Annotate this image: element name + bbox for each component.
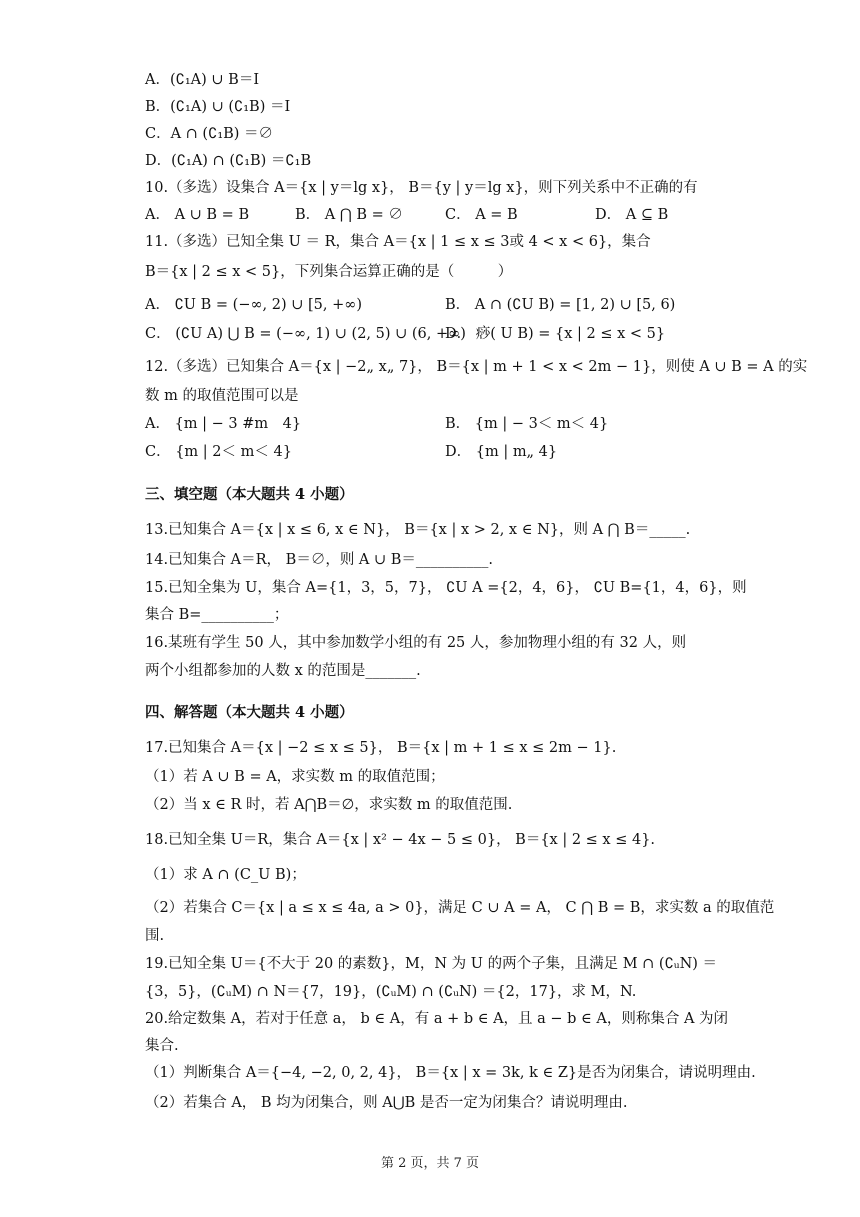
q9-option-d: D．(∁₁A) ∩ (∁₁B) ＝∁₁B — [145, 153, 312, 169]
q12-option-a: A． {m | − 3 #m 4} — [145, 416, 302, 432]
q18: 18.已知全集 U＝R，集合 A＝{x | x² − 4x − 5 ≤ 0}， B＝{x | 2 ≤ x ≤ 4}. — [145, 832, 656, 848]
q17-part1: （1）若 A ∪ B = A，求实数 m 的取值范围； — [145, 769, 445, 785]
q11-stem-line2: B＝{x | 2 ≤ x < 5}，下列集合运算正确的是（ ） — [145, 264, 513, 280]
q10-options-row — [145, 205, 695, 225]
q11-option-b: B． A ∩ (∁U B) = [1, 2) ∪ [5, 6) — [445, 297, 676, 313]
q17: 17.已知集合 A＝{x | −2 ≤ x ≤ 5}， B＝{x | m + 1 ≤ x ≤ 2m − 1}. — [145, 740, 617, 756]
q18-part2-line1: （2）若集合 C＝{x | a ≤ x ≤ 4a, a > 0}，满足 C ∪ A = A， C ⋂ B = B，求实数 a 的取值范 — [145, 900, 775, 916]
q10-option-c: C． A = B — [445, 207, 518, 223]
q15-line2: 集合 B=__________； — [145, 607, 289, 623]
q16-line1: 16.某班有学生 50 人，其中参加数学小组的有 25 人，参加物理小组的有 32 人，则 — [145, 635, 687, 651]
q20-line1: 20.给定数集 A，若对于任意 a， b ∈ A，有 a + b ∈ A，且 a − b ∈ A，则称集合 A 为闭 — [145, 1011, 729, 1027]
q15-line1: 15.已知全集为 U，集合 A={1，3，5，7}， ∁U A ={2，4，6}， ∁U B={1，4，6}，则 — [145, 580, 747, 596]
q12-option-b: B． {m | − 3＜ m＜ 4} — [445, 416, 609, 432]
q10-option-d: D． A ⊆ B — [595, 207, 669, 223]
q14: 14.已知集合 A＝R， B＝∅，则 A ∪ B＝__________. — [145, 552, 494, 568]
q20-part2: （2）若集合 A， B 均为闭集合，则 A⋃B 是否一定为闭集合？请说明理由. — [145, 1095, 628, 1111]
q20-line2: 集合. — [145, 1038, 179, 1054]
section4-title: 四、解答题（本大题共 4 小题） — [145, 704, 354, 721]
q11-option-a: A． ∁U B = (−∞, 2) ∪ [5, +∞) — [145, 297, 362, 313]
q11-stem-line1: 11.（多选）已知全集 U ＝ R，集合 A＝{x | 1 ≤ x ≤ 3或 4 < x < 6}，集合 — [145, 234, 651, 250]
q11-option-d: D． 痧( U B) = {x | 2 ≤ x < 5} — [445, 326, 666, 342]
q16-line2: 两个小组都参加的人数 x 的范围是_______. — [145, 663, 421, 679]
q12-stem-line2: 数 m 的取值范围可以是 — [145, 388, 299, 404]
q19-line1: 19.已知全集 U＝{不大于 20 的素数}，M，N 为 U 的两个子集，且满足 M ∩ (∁ᵤN) ＝ — [145, 956, 718, 972]
q9-option-a: A．(∁₁A) ∪ B＝I — [145, 72, 260, 88]
q11-option-c: C． (∁U A) ⋃ B = (−∞, 1) ∪ (2, 5) ∪ (6, +∞) — [145, 326, 466, 342]
q10-option-a: A． A ∪ B = B — [145, 207, 250, 223]
q13: 13.已知集合 A＝{x | x ≤ 6, x ∈ N}， B＝{x | x > 2, x ∈ N}，则 A ⋂ B＝_____. — [145, 522, 691, 538]
q18-part1: （1）求 A ∩ (C_U B)； — [145, 867, 306, 883]
q12-option-c: C． {m | 2＜ m＜ 4} — [145, 444, 292, 460]
section3-title: 三、填空题（本大题共 4 小题） — [145, 486, 354, 503]
q10-stem: 10.（多选）设集合 A＝{x | y＝lg x}， B＝{y | y＝lg x}，则下列关系中不正确的有 — [145, 180, 698, 196]
q17-part2: （2）当 x ∈ R 时，若 A⋂B＝∅，求实数 m 的取值范围. — [145, 797, 513, 813]
q9-option-b: B．(∁₁A) ∪ (∁₁B) ＝I — [145, 99, 291, 115]
q9-option-c: C．A ∩ (∁₁B) ＝∅ — [145, 126, 274, 142]
q18-part2-line2: 围. — [145, 928, 165, 944]
page-footer: 第 2 页，共 7 页 — [380, 1156, 480, 1171]
q12-stem-line1: 12.（多选）已知集合 A＝{x | −2„ x„ 7}， B＝{x | m + 1 < x < 2m − 1}，则使 A ∪ B = A 的实 — [145, 359, 808, 375]
q10-option-b: B． A ⋂ B = ∅ — [295, 207, 403, 223]
q20-part1: （1）判断集合 A＝{−4, −2, 0, 2, 4}， B＝{x | x = 3k, k ∈ Z}是否为闭集合，请说明理由. — [145, 1065, 756, 1081]
q19-line2: {3，5}，(∁ᵤM) ∩ N＝{7，19}，(∁ᵤM) ∩ (∁ᵤN) ＝{2，17}，求 M，N. — [145, 984, 637, 1000]
q12-option-d: D． {m | m„ 4} — [445, 444, 558, 460]
